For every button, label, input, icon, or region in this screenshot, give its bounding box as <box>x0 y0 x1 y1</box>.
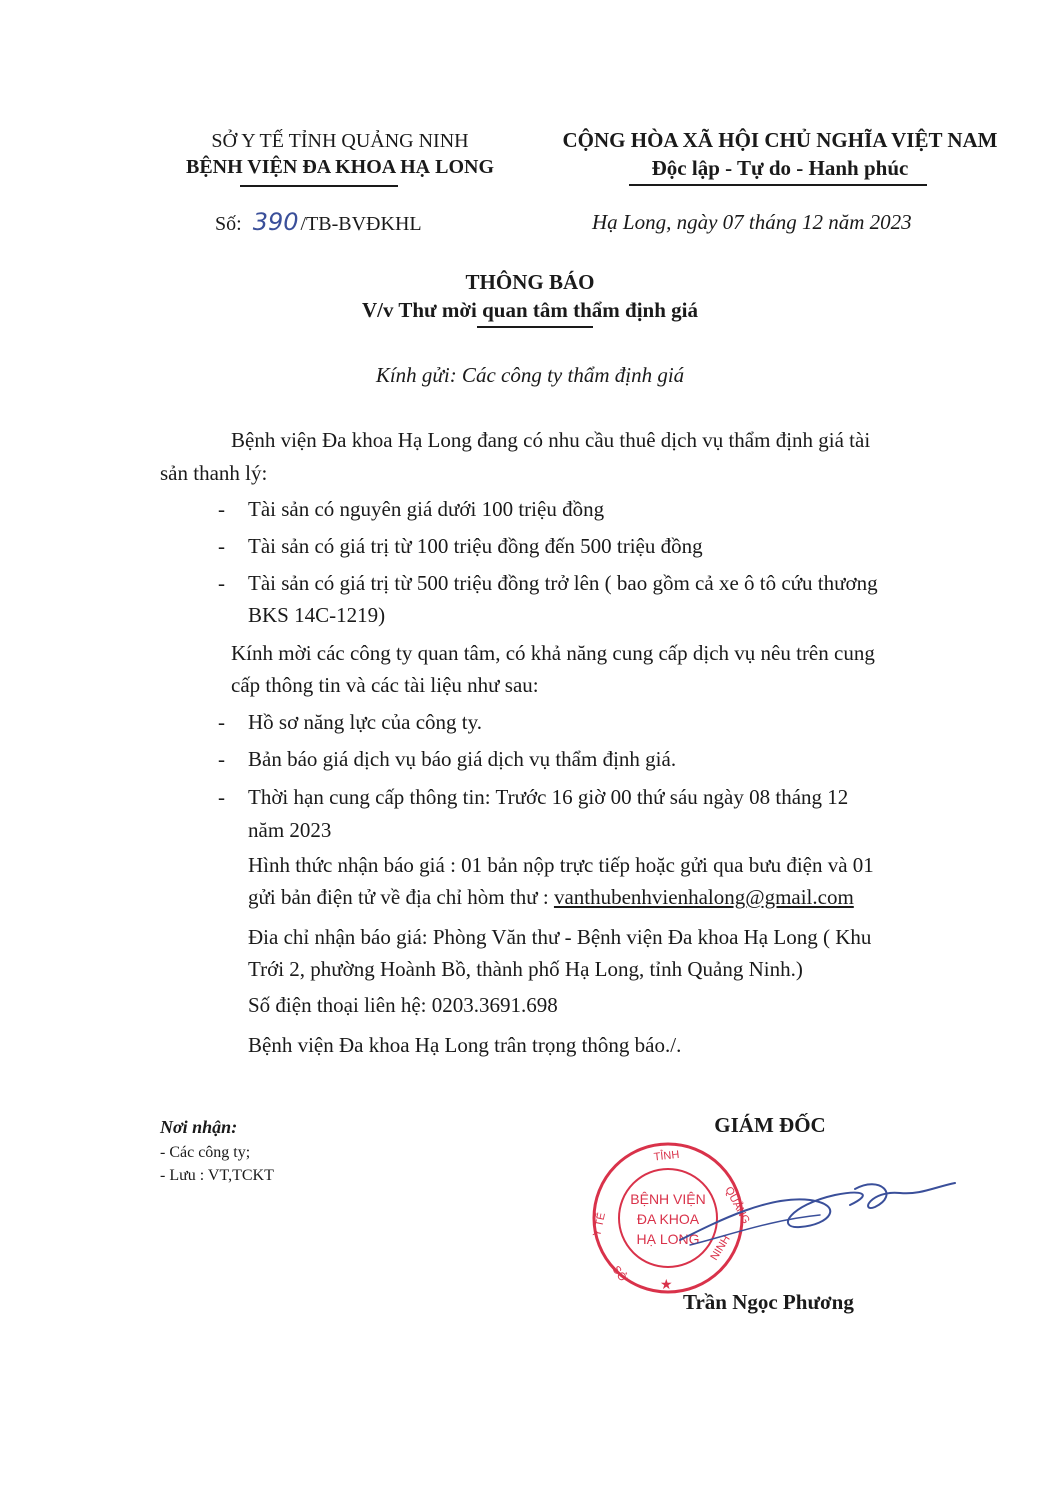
document-subject: V/v Thư mời quan tâm thẩm định giá <box>361 298 698 322</box>
number-prefix: Số: <box>215 213 242 235</box>
address-line-2: Trới 2, phường Hoành Bồ, thành phố Hạ Long, tỉnh Quảng Ninh.) <box>248 957 803 981</box>
seal-bottom-left-text: SỞ <box>609 1263 629 1285</box>
department-name: SỞ Y TẾ TỈNH QUẢNG NINH <box>211 130 469 152</box>
doc-item-3-cont: năm 2023 <box>248 818 332 842</box>
doc-text: Thời hạn cung cấp thông tin: Trước 16 giờ 00 thứ sáu ngày 08 tháng 12 <box>248 785 849 809</box>
subject-underline <box>477 326 593 328</box>
signature-scribble <box>660 1165 960 1265</box>
form-line-2-text: gửi bản điện tử về địa chỉ hòm thư : <box>248 885 554 909</box>
nation-motto: Độc lập - Tự do - Hanh phúc <box>651 156 909 180</box>
asset-item-1 <box>218 497 604 522</box>
number-suffix: /TB-BVĐKHL <box>300 213 422 235</box>
seal-left-text: Y TẾ <box>591 1211 608 1238</box>
email-link[interactable]: vanthubenhvienhalong@gmail.com <box>553 885 854 909</box>
bullet-dash: - <box>218 785 225 809</box>
asset-text: Tài sản có giá trị từ 100 triệu đồng đến 500 triệu đồng <box>248 534 703 558</box>
bullet-dash: - <box>218 571 225 595</box>
doc-text: Hồ sơ năng lực của công ty. <box>248 710 482 734</box>
invite-line-1: Kính mời các công ty quan tâm, có khả năng cung cấp dịch vụ nêu trên cung <box>231 641 875 665</box>
seal-star-icon: ★ <box>660 1276 673 1292</box>
doc-text: Bản báo giá dịch vụ báo giá dịch vụ thẩm định giá. <box>248 747 677 771</box>
seal-right-text: QUẢNG <box>722 1184 752 1227</box>
recipient-item: - Các công ty; <box>160 1144 251 1161</box>
recipients-title: Nơi nhận: <box>160 1117 238 1137</box>
bullet-dash: - <box>218 497 225 521</box>
bullet-dash: - <box>218 747 225 771</box>
signature-graphic <box>660 1165 960 1265</box>
phone-line: Số điện thoại liên hệ: 0203.3691.698 <box>248 993 558 1017</box>
seal-center-line-2: ĐA KHOA <box>636 1211 700 1227</box>
asset-item-3-cont: BKS 14C-1219) <box>248 603 386 627</box>
nation-title: CỘNG HÒA XÃ HỘI CHỦ NGHĨA VIỆT NAM <box>562 128 998 152</box>
asset-item-3 <box>218 571 878 596</box>
document-title: THÔNG BÁO <box>465 270 595 294</box>
doc-item-1 <box>218 710 482 735</box>
motto-underline <box>629 184 927 186</box>
seal-center-line-3: HẠ LONG <box>636 1231 700 1247</box>
seal-right-low-text: NINH <box>708 1233 733 1263</box>
doc-item-2 <box>218 747 676 772</box>
intro-line-2: sản thanh lý: <box>160 461 268 485</box>
hospital-name-underline <box>240 185 398 187</box>
intro-line-1: Bệnh viện Đa khoa Hạ Long đang có nhu cầu thuê dịch vụ thẩm định giá tài <box>231 428 871 452</box>
bullet-dash: - <box>218 710 225 734</box>
bullet-dash: - <box>218 534 225 558</box>
handwritten-number: 390 <box>252 208 299 236</box>
doc-item-3 <box>218 785 848 810</box>
asset-item-2 <box>218 534 703 559</box>
seal-top-text: TỈNH <box>653 1148 680 1164</box>
form-line-2 <box>248 885 854 910</box>
asset-text: Tài sản có giá trị từ 500 triệu đồng trở lên ( bao gồm cả xe ô tô cứu thương <box>248 571 878 595</box>
date-line: Hạ Long, ngày 07 tháng 12 năm 2023 <box>592 210 912 234</box>
salutation: Kính gửi: Các công ty thẩm định giá <box>375 363 685 387</box>
address-line-1: Đia chỉ nhận báo giá: Phòng Văn thư - Bệnh viện Đa khoa Hạ Long ( Khu <box>248 925 872 949</box>
asset-text: Tài sản có nguyên giá dưới 100 triệu đồng <box>248 497 605 521</box>
signer-role: GIÁM ĐỐC <box>714 1113 826 1137</box>
hospital-name: BỆNH VIỆN ĐA KHOA HẠ LONG <box>185 156 495 178</box>
closing-line: Bệnh viện Đa khoa Hạ Long trân trọng thông báo./. <box>248 1033 682 1057</box>
recipient-item: - Lưu : VT,TCKT <box>160 1167 274 1184</box>
signer-name: Trần Ngọc Phương <box>683 1290 854 1314</box>
form-line-1: Hình thức nhận báo giá : 01 bản nộp trực tiếp hoặc gửi qua bưu điện và 01 <box>248 853 874 877</box>
invite-line-2: cấp thông tin và các tài liệu như sau: <box>231 673 539 697</box>
document-number <box>215 208 422 236</box>
seal-center-line-1: BỆNH VIỆN <box>630 1191 706 1207</box>
